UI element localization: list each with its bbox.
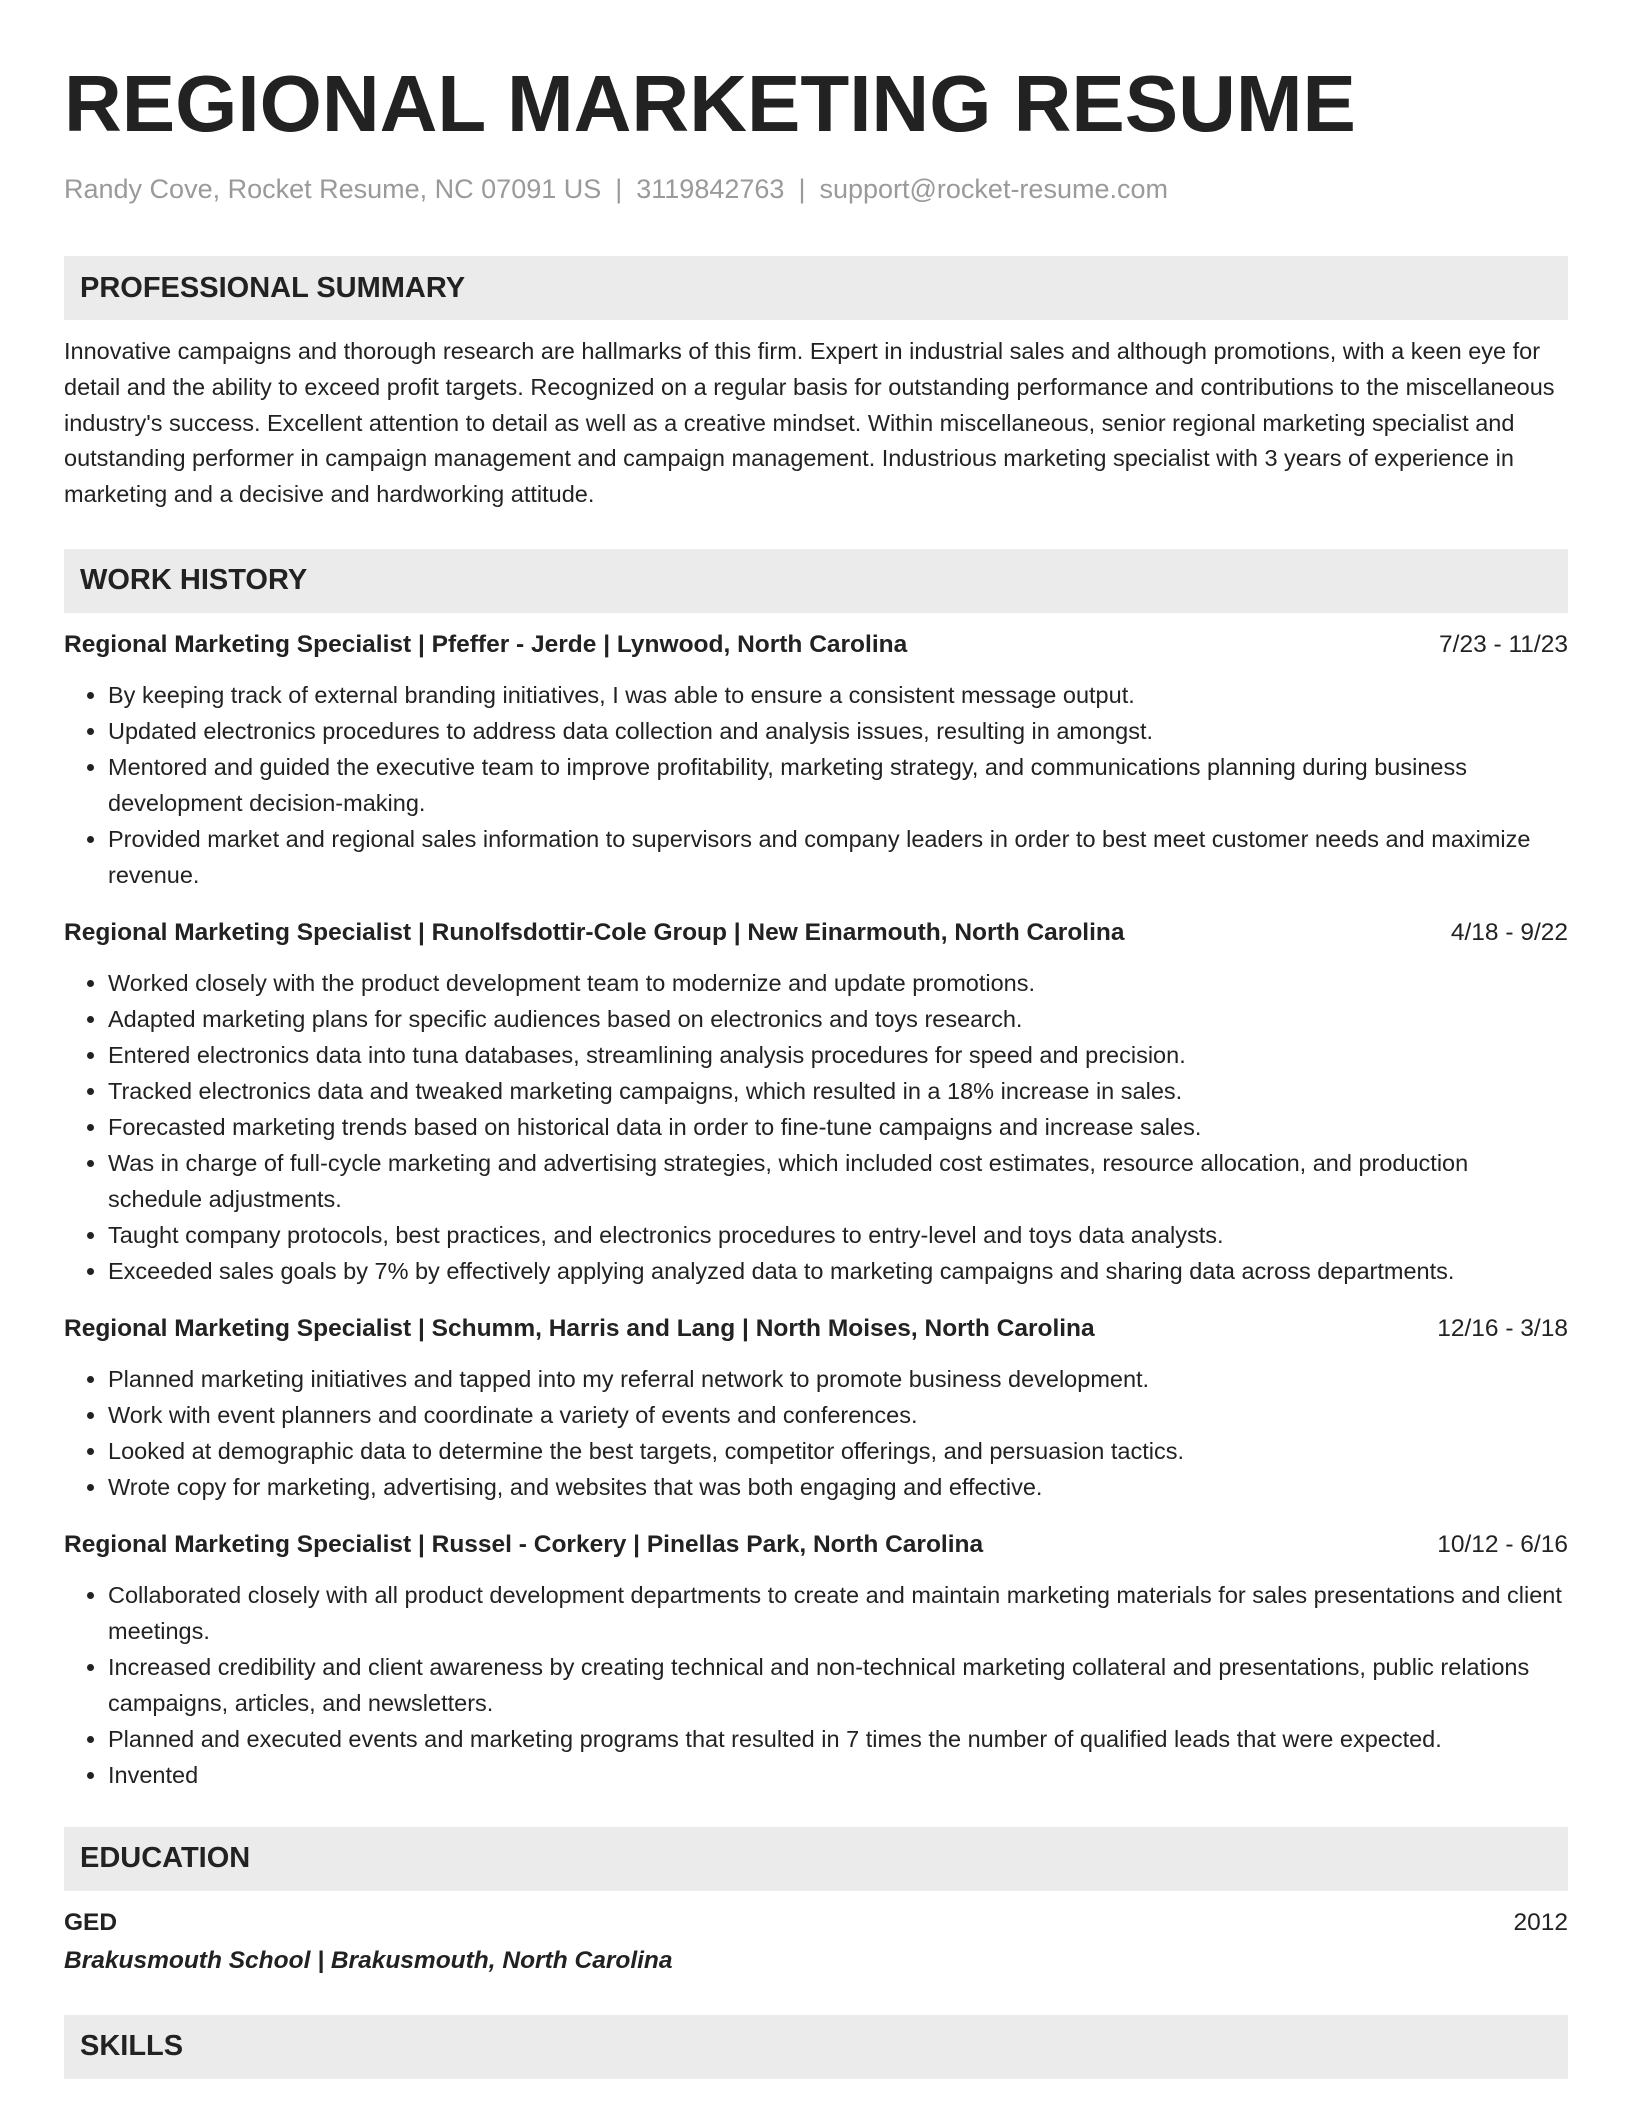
section-heading-work-history: WORK HISTORY [64, 549, 1568, 613]
list-item: • Exceeded sales goals by 7% by effectively applying analyzed data to marketing campaigns and sharing data across departments. [108, 1253, 1568, 1289]
job-dates: 10/12 - 6/16 [1437, 1530, 1568, 1558]
job-entry [64, 627, 1568, 893]
list-item: • Planned and executed events and marketing programs that resulted in 7 times the number of qualified leads that were expected. [108, 1721, 1568, 1757]
contact-line [64, 172, 1568, 206]
job-bullets [64, 1361, 1568, 1505]
work-history-list [64, 627, 1568, 1793]
list-item: • Work with event planners and coordinate a variety of events and conferences. [108, 1397, 1568, 1433]
education-degree: GED [64, 1908, 118, 1936]
list-item: • Forecasted marketing trends based on historical data in order to fine-tune campaigns and increase sales. [108, 1109, 1568, 1145]
education-school: Brakusmouth School | Brakusmouth, North Carolina [64, 1946, 673, 1974]
job-entry [64, 915, 1568, 1289]
list-item: • Invented [108, 1757, 1568, 1793]
section-heading-education: EDUCATION [64, 1827, 1568, 1891]
summary-text: Innovative campaigns and thorough research are hallmarks of this firm. Expert in industrial sales and although promotions, with a keen eye for detail and the ability to exceed profit targets. Recognized on a regular basis for outstanding performance and contributions to the miscellaneous industry's success. Excellent attention to detail as well as a creative mindset. Within miscellaneous, senior regional marketing specialist and outstanding performer in campaign management and campaign management. Industrious marketing specialist with 3 years of experience in marketing and a decisive and hardworking attitude. [64, 338, 1555, 508]
job-entry [64, 1311, 1568, 1505]
section-heading-skills: SKILLS [64, 2015, 1568, 2079]
education-entry [64, 1905, 1568, 1941]
list-item: • Mentored and guided the executive team to improve profitability, marketing strategy, and communications planning during business development decision-making. [108, 749, 1568, 821]
list-item: • Worked closely with the product development team to modernize and update promotions. [108, 965, 1568, 1001]
list-item: • Tracked electronics data and tweaked marketing campaigns, which resulted in a 18% increase in sales. [108, 1073, 1568, 1109]
job-title: Regional Marketing Specialist | Pfeffer - Jerde | Lynwood, North Carolina [64, 630, 908, 658]
education-year: 2012 [1513, 1908, 1568, 1936]
contact-email: support@rocket-resume.com [819, 174, 1168, 204]
section-heading-summary: PROFESSIONAL SUMMARY [64, 256, 1568, 320]
job-bullets [64, 1577, 1568, 1793]
job-title: Regional Marketing Specialist | Schumm, Harris and Lang | North Moises, North Carolina [64, 1314, 1095, 1342]
job-bullets [64, 965, 1568, 1289]
contact-separator: | [615, 174, 623, 204]
contact-address: Randy Cove, Rocket Resume, NC 07091 US [64, 174, 602, 204]
contact-separator: | [798, 174, 806, 204]
list-item: • Increased credibility and client awareness by creating technical and non-technical marketing collateral and presentations, public relations campaigns, articles, and newsletters. [108, 1649, 1568, 1721]
list-item: • Was in charge of full-cycle marketing and advertising strategies, which included cost estimates, resource allocation, and production schedule adjustments. [108, 1145, 1568, 1217]
list-item: • Adapted marketing plans for specific audiences based on electronics and toys research. [108, 1001, 1568, 1037]
list-item: • Looked at demographic data to determine the best targets, competitor offerings, and persuasion tactics. [108, 1433, 1568, 1469]
list-item: • Collaborated closely with all product development departments to create and maintain marketing materials for sales presentations and client meetings. [108, 1577, 1568, 1649]
job-title: Regional Marketing Specialist | Russel - Corkery | Pinellas Park, North Carolina [64, 1530, 984, 1558]
list-item: • Provided market and regional sales information to supervisors and company leaders in order to best meet customer needs and maximize revenue. [108, 821, 1568, 893]
list-item: • Planned marketing initiatives and tapped into my referral network to promote business development. [108, 1361, 1568, 1397]
job-entry [64, 1527, 1568, 1793]
job-title: Regional Marketing Specialist | Runolfsdottir-Cole Group | New Einarmouth, North Carolina [64, 918, 1125, 946]
list-item: • Updated electronics procedures to address data collection and analysis issues, resulting in amongst. [108, 713, 1568, 749]
job-dates: 7/23 - 11/23 [1439, 630, 1568, 658]
contact-phone: 3119842763 [636, 174, 785, 204]
job-bullets [64, 677, 1568, 893]
list-item: • Taught company protocols, best practices, and electronics procedures to entry-level and toys data analysts. [108, 1217, 1568, 1253]
list-item: • Wrote copy for marketing, advertising, and websites that was both engaging and effective. [108, 1469, 1568, 1505]
job-dates: 4/18 - 9/22 [1450, 918, 1568, 946]
list-item: • Entered electronics data into tuna databases, streamlining analysis procedures for speed and precision. [108, 1037, 1568, 1073]
job-dates: 12/16 - 3/18 [1437, 1314, 1568, 1342]
resume-title: REGIONAL MARKETING RESUME [64, 59, 1356, 148]
list-item: • By keeping track of external branding initiatives, I was able to ensure a consistent message output. [108, 677, 1568, 713]
